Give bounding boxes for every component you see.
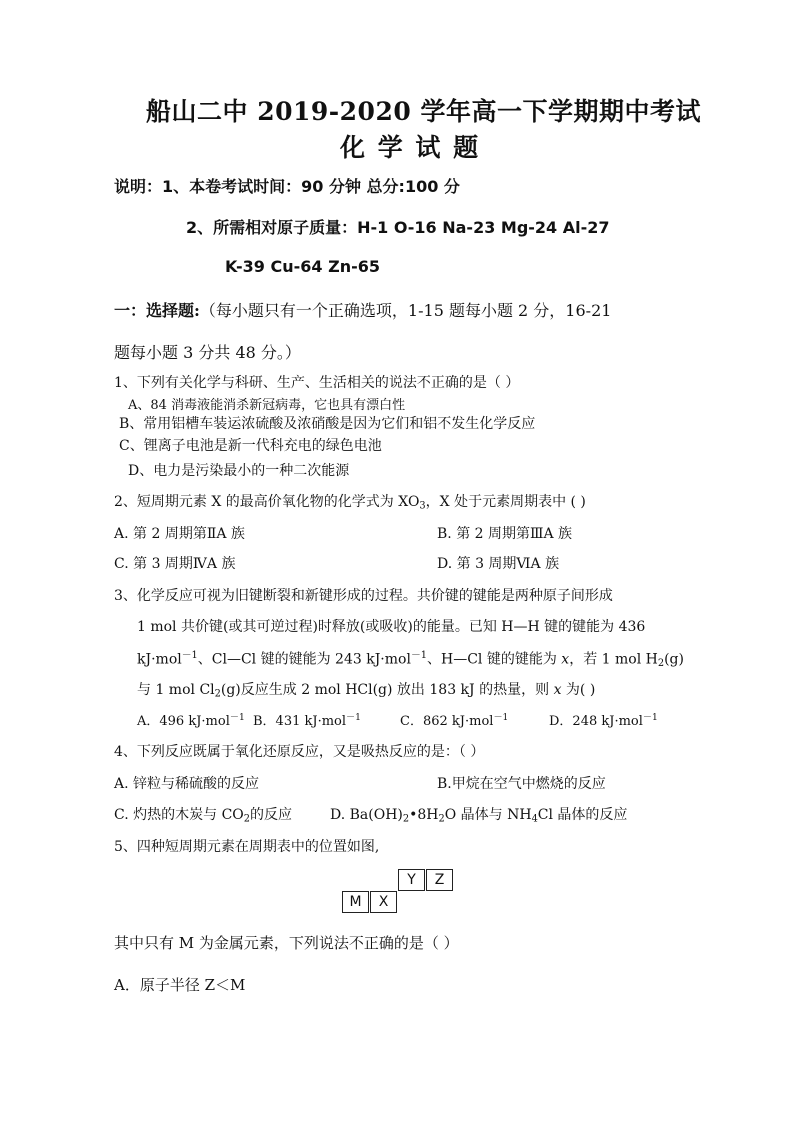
- q4-option-d: [330, 804, 627, 824]
- q4-option-c: [114, 804, 292, 824]
- q3-l3-c: 、H—Cl 键的键能为: [426, 651, 557, 668]
- q3-l4-a: 与 1 mol Cl: [137, 682, 215, 698]
- q3-c-sup: －1: [493, 713, 509, 723]
- q3-l4-c: 为( ): [565, 682, 596, 698]
- q4-d-b: •8H: [409, 807, 439, 823]
- q5-stem: 5、四种短周期元素在周期表中的位置如图,: [114, 839, 380, 855]
- q3-option-d: [549, 710, 658, 729]
- q1-option-a: A、84 消毒液能消杀新冠病毒，它也具有漂白性: [128, 398, 406, 413]
- q3-option-a: [137, 710, 245, 729]
- section-desc-2: 题每小题 3 分共 48 分。）: [114, 343, 301, 362]
- q3-c-text: C．862 kJ·mol: [400, 714, 494, 729]
- q3-l3-e: (g): [664, 651, 684, 668]
- q4-d-sub3: 4: [531, 813, 538, 825]
- exam-subtitle: 化 学 试 题: [340, 133, 481, 162]
- cell-y: Y: [398, 869, 425, 891]
- q3-l3-sup2: －1: [410, 650, 427, 661]
- q4-d-c: O 晶体与 NH: [444, 807, 532, 823]
- q2-option-b: B. 第 2 周期第ⅢA 族: [437, 526, 573, 542]
- q3-l3-sup1: －1: [181, 650, 198, 661]
- q3-l3-a: kJ·mol: [137, 651, 182, 668]
- q3-l3-x: x: [561, 651, 570, 668]
- exam-title: 船山二中 2019-2020 学年高一下学期期中考试: [146, 97, 701, 126]
- q2-option-d: D. 第 3 周期ⅥA 族: [437, 556, 560, 572]
- q4-c-a: C. 灼热的木炭与 CO: [114, 807, 244, 823]
- section-title: 一：选择题:: [114, 301, 200, 320]
- q2-option-c: C. 第 3 周期ⅣA 族: [114, 556, 236, 572]
- q5-question: 其中只有 M 为金属元素，下列说法不正确的是（ ）: [114, 934, 459, 952]
- q3-l4-x: x: [553, 682, 562, 698]
- q2-stem-text: 2、短周期元素 X 的最高价氧化物的化学式为 XO: [114, 494, 420, 510]
- q2-stem: [114, 491, 586, 511]
- q3-line-4: [137, 679, 595, 699]
- section-heading: [114, 298, 611, 321]
- instruction-line-3: K-39 Cu-64 Zn-65: [225, 257, 380, 276]
- section-desc-1: （每小题只有一个正确选项，1-15 题每小题 2 分，16-21: [199, 301, 612, 320]
- q4-c-b: 的反应: [250, 807, 292, 823]
- q3-b-sup: －1: [346, 713, 361, 723]
- q4-option-b: B.甲烷在空气中燃烧的反应: [437, 776, 606, 792]
- q4-stem: 4、下列反应既属于氧化还原反应，又是吸热反应的是：（ ）: [114, 744, 485, 760]
- q1-option-d: D、电力是污染最小的一种二次能源: [128, 463, 350, 479]
- q2-stem-tail: ，X 处于元素周期表中 ( ): [425, 494, 586, 510]
- q3-l3-d: ，若 1 mol H: [569, 651, 658, 668]
- q4-d-a: D. Ba(OH): [330, 807, 403, 823]
- q3-a-text: A．496 kJ·mol: [137, 714, 230, 729]
- q4-d-d: Cl 晶体的反应: [537, 807, 628, 823]
- q3-l3-sub: 2: [657, 657, 665, 669]
- instruction-line-2: 2、所需相对原子质量：H-1 O-16 Na-23 Mg-24 Al-27: [186, 218, 610, 237]
- q3-option-c: [400, 710, 508, 729]
- q3-l3-b: 、Cl—Cl 键的键能为 243 kJ·mol: [197, 651, 411, 668]
- q3-d-text: D．248 kJ·mol: [549, 714, 643, 729]
- q3-line-1: 3、化学反应可视为旧键断裂和新键形成的过程。共价键的键能是两种原子间形成: [114, 588, 613, 604]
- cell-m: M: [342, 891, 369, 913]
- q2-option-a: A. 第 2 周期第ⅡA 族: [114, 526, 245, 542]
- q4-c-sub: 2: [243, 813, 250, 825]
- q4-d-sub2: 2: [438, 813, 445, 825]
- q3-l4-b: (g)反应生成 2 mol HCl(g) 放出 183 kJ 的热量，则: [220, 682, 550, 698]
- cell-x: X: [370, 891, 397, 913]
- q4-option-a: A. 锌粒与稀硫酸的反应: [114, 776, 260, 792]
- q4-d-sub1: 2: [402, 813, 410, 825]
- q3-a-sup: －1: [229, 713, 245, 723]
- q3-line-2: 1 mol 共价键(或其可逆过程)时释放(或吸收)的能量。已知 H—H 键的键能为 436: [137, 619, 646, 635]
- instruction-line-1: 说明：1、本卷考试时间：90 分钟 总分:100 分: [114, 177, 460, 196]
- q5-option-a: A．原子半径 Z＜M: [114, 976, 246, 994]
- q3-option-b: [253, 710, 361, 729]
- q1-option-b: B、常用铝槽车装运浓硫酸及浓硝酸是因为它们和铝不发生化学反应: [119, 416, 536, 432]
- q3-d-sup: －1: [642, 713, 658, 723]
- q2-subscript: 3: [419, 500, 426, 512]
- q3-b-text: B．431 kJ·mol: [253, 714, 347, 729]
- q1-option-c: C、锂离子电池是新一代科充电的绿色电池: [119, 438, 382, 454]
- q1-stem: 1、下列有关化学与科研、生产、生活相关的说法不正确的是（ ）: [114, 375, 520, 391]
- q3-line-3: [137, 647, 684, 669]
- q3-l4-sub: 2: [214, 688, 221, 700]
- cell-z: Z: [426, 869, 453, 891]
